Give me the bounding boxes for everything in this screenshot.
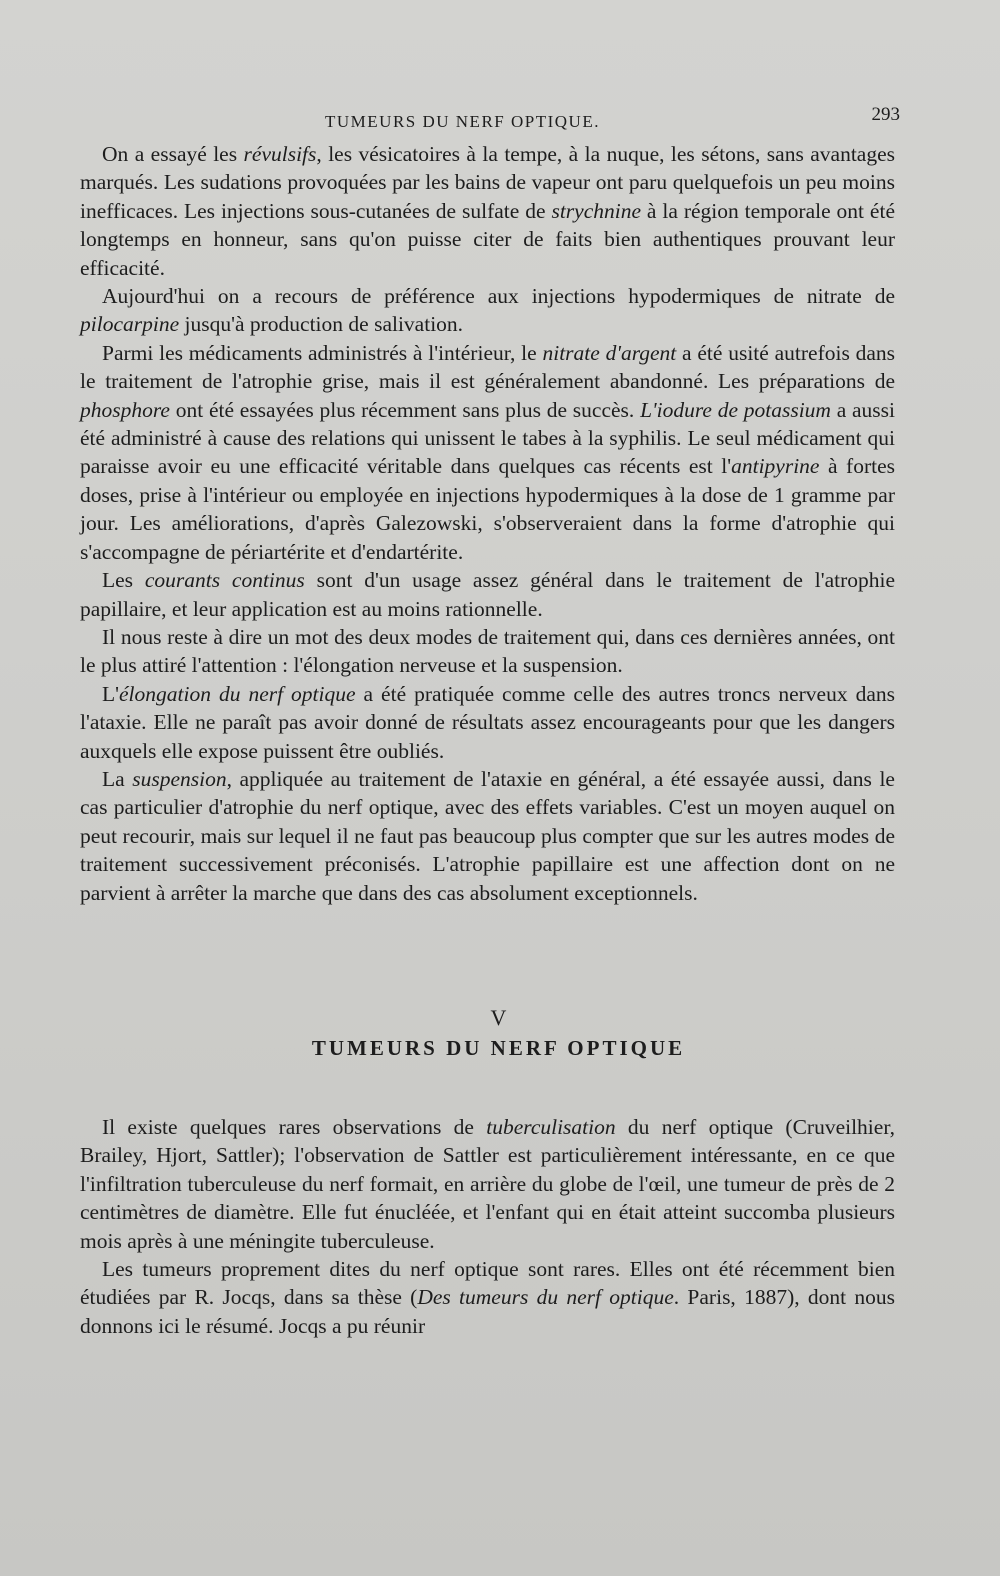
text-run: , les vésicatoires à la tempe, à la nuque, les sétons, sans avantages marqués. Les sudations provoquées par les bains de vapeur ont paru quelquefois un peu moins inefficaces. Les injections sous-cutanées de sulfate de (80, 142, 895, 223)
paragraph (80, 282, 895, 339)
italic-run: antipyrine (731, 454, 820, 479)
text-run: La (102, 766, 133, 791)
text-run: à la région temporale ont été longtemps en honneur, sans qu'on puisse citer de faits bien authentiques prouvant leur efficacité. (80, 198, 895, 280)
text-run: a été pratiquée comme celle des autres troncs nerveux dans l'ataxie. Elle ne paraît pas avoir donné de résultats assez encourageants pour que les dangers auxquels elle expose puissent être oubliés. (80, 681, 895, 763)
italic-run: révulsifs (243, 142, 317, 166)
paragraph (80, 140, 895, 282)
body-text (80, 140, 895, 1340)
text-run: ont été essayées plus récemment sans plus de succès. (169, 397, 641, 422)
section-title: TUMEURS DU NERF OPTIQUE (311, 1035, 686, 1060)
text-run: L' (102, 681, 120, 706)
section-number: V (490, 1004, 507, 1030)
paragraphs-top (80, 140, 895, 907)
text-run: à fortes doses, prise à l'intérieur ou employée en injections hypodermiques à la dose de 1 gramme par jour. Les améliorations, d'après Galezowski, s'observeraient dans la forme d'atrophie qui s'accompagne de périartérite et d'endartérite. (80, 454, 895, 564)
paragraph (80, 566, 895, 623)
text-run: Parmi les médicaments administrés à l'intérieur, le (102, 340, 543, 365)
italic-run: strychnine (551, 198, 642, 223)
italic-run: tuberculisation (486, 1114, 616, 1139)
paragraph (80, 339, 895, 566)
paragraph (80, 765, 895, 907)
italic-run: élongation du nerf optique (119, 681, 356, 706)
text-run: sont d'un usage assez général dans le traitement de l'atrophie papillaire, et leur application est au moins rationnelle. (80, 568, 896, 621)
text-run: du nerf optique (Cruveilhier, Brailey, Hjort, Sattler); l'observation de Sattler est particulièrement intéressante, en ce que l'infiltration tuberculeuse du nerf formait, en arrière du globe de l'œil, une tumeur de près de 2 centimètres de diamètre. Elle fut énucléée, et l'enfant qui en était atteint succomba plusieurs mois après à une méningite tuberculeuse. (80, 1114, 895, 1253)
italic-run: suspension (132, 766, 227, 791)
text-run: Les tumeurs proprement dites du nerf optique sont rares. Elles ont été récemment bien étudiées par R. Jocqs, dans sa thèse ( (80, 1257, 895, 1310)
running-head: TUMEURS DU NERF OPTIQUE. (325, 112, 600, 131)
page-header (80, 104, 900, 134)
text-run: jusqu'à production de salivation. (179, 312, 464, 337)
text-run: . Paris, 1887), dont nous donnons ici le résumé. Jocqs a pu réunir (80, 1285, 896, 1338)
text-run: Il existe quelques rares observations de (102, 1114, 487, 1139)
paragraph (80, 623, 895, 680)
paragraphs-bottom (80, 1113, 895, 1340)
italic-run: L'iodure de potassium (640, 397, 831, 422)
italic-run: courants continus (144, 568, 305, 593)
italic-run: phosphore (80, 397, 170, 422)
text-run: Les (102, 568, 145, 593)
italic-run: pilocarpine (80, 312, 180, 337)
text-run: a aussi été administré à cause des relations qui unissent le tabes à la syphilis. Le seul médicament qui paraisse avoir eu une efficacité véritable dans quelques cas récents est l' (80, 397, 896, 479)
italic-run: nitrate d'argent (542, 340, 677, 365)
text-run: Aujourd'hui on a recours de préférence aux injections hypodermiques de nitrate de (102, 284, 895, 309)
text-run: , appliquée au traitement de l'ataxie en général, a été essayée aussi, dans le cas particulier d'atrophie du nerf optique, avec des effets variables. C'est un moyen auquel on peut recourir, mais sur lequel il ne faut pas beaucoup plus compter que sur les autres modes de traitement successivement préconisés. L'atrophie papillaire est une affection dont on ne parvient à arrêter la marche que dans des cas absolument exceptionnels. (80, 766, 895, 905)
text-run: Il nous reste à dire un mot des deux modes de traitement qui, dans ces dernières années, ont le plus attiré l'attention : l'élongation nerveuse et la suspension. (80, 624, 895, 678)
text-run: On a essayé les (102, 142, 244, 166)
italic-run: Des tumeurs du nerf optique (417, 1285, 674, 1310)
paragraph (80, 680, 895, 765)
paragraph (80, 1255, 895, 1340)
paragraph (80, 1113, 895, 1255)
page-number: 293 (871, 104, 900, 125)
text-run: a été usité autrefois dans le traitement de l'atrophie grise, mais il est généralement abandonné. Les préparations de (80, 340, 895, 394)
